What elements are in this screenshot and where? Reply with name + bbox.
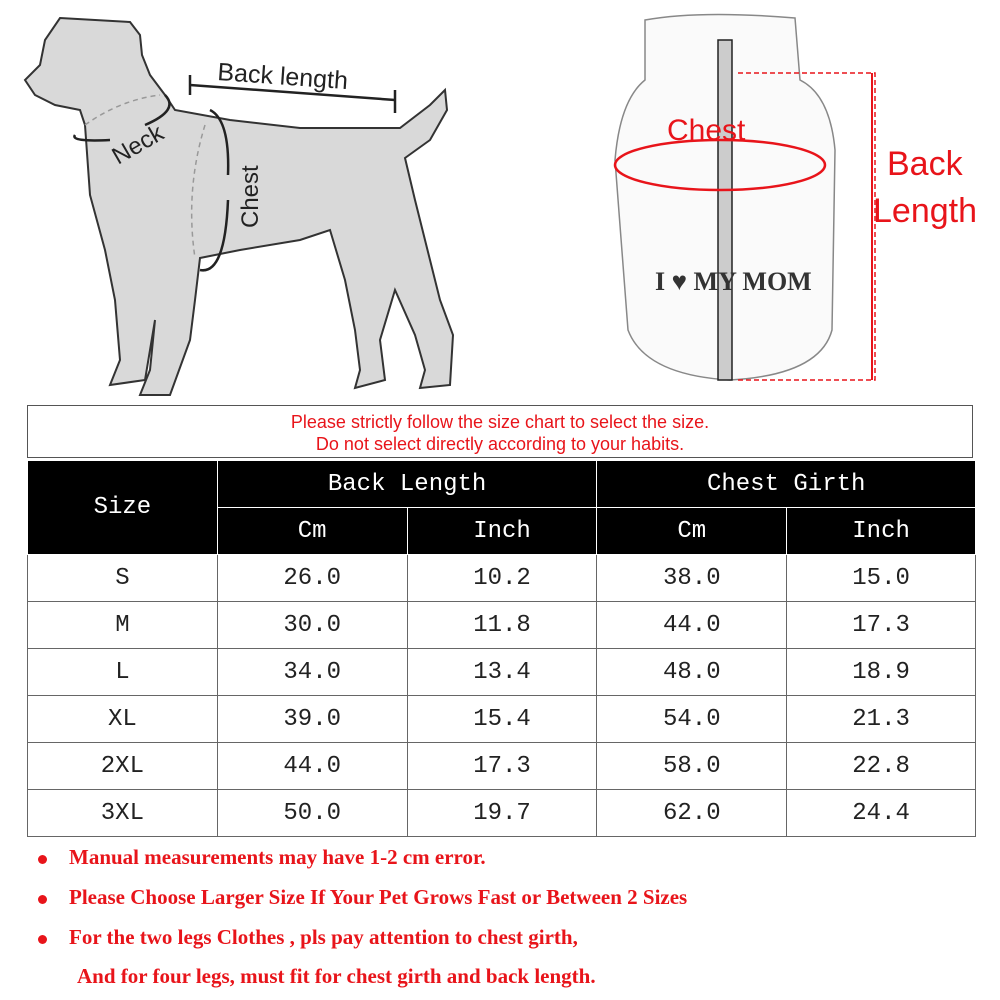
back-length-label: Back length <box>216 58 349 96</box>
size-cell: 2XL <box>28 743 218 790</box>
unit-header: Cm <box>597 508 787 555</box>
bullet-icon <box>38 895 47 904</box>
value-cell: 17.3 <box>407 743 597 790</box>
value-cell: 15.0 <box>787 555 976 602</box>
note-text: Manual measurements may have 1-2 cm error. <box>69 845 486 869</box>
notice-line-1: Please strictly follow the size chart to select the size. <box>290 412 710 432</box>
note-text: For the two legs Clothes , pls pay attention to chest girth, <box>69 925 578 949</box>
size-notice <box>27 405 973 458</box>
value-cell: 30.0 <box>217 602 407 649</box>
table-row <box>28 555 976 602</box>
value-cell: 22.8 <box>787 743 976 790</box>
notice-line-2: Do not select directly according to your habits. <box>315 434 685 454</box>
chest-girth-header: Chest Girth <box>597 461 976 508</box>
dog-measurement-diagram <box>0 0 500 400</box>
value-cell: 10.2 <box>407 555 597 602</box>
size-chart-table <box>27 460 976 837</box>
value-cell: 17.3 <box>787 602 976 649</box>
size-cell: XL <box>28 696 218 743</box>
note-item <box>77 964 596 989</box>
unit-header: Cm <box>217 508 407 555</box>
value-cell: 38.0 <box>597 555 787 602</box>
note-item <box>38 925 578 950</box>
chest-label: Chest <box>237 165 264 228</box>
size-header: Size <box>28 461 218 555</box>
bullet-icon <box>38 855 47 864</box>
value-cell: 11.8 <box>407 602 597 649</box>
value-cell: 62.0 <box>597 790 787 837</box>
value-cell: 48.0 <box>597 649 787 696</box>
unit-header: Inch <box>787 508 976 555</box>
value-cell: 50.0 <box>217 790 407 837</box>
note-item <box>38 885 687 910</box>
size-cell: M <box>28 602 218 649</box>
value-cell: 44.0 <box>597 602 787 649</box>
value-cell: 26.0 <box>217 555 407 602</box>
unit-header: Inch <box>407 508 597 555</box>
size-cell: L <box>28 649 218 696</box>
note-text: And for four legs, must fit for chest girth and back length. <box>77 964 596 988</box>
vest-measurement-diagram <box>600 0 1000 390</box>
vest-back-label: Back <box>887 145 963 183</box>
vest-chest-label: Chest <box>667 114 746 147</box>
table-row <box>28 790 976 837</box>
note-text: Please Choose Larger Size If Your Pet Grows Fast or Between 2 Sizes <box>69 885 688 909</box>
size-cell: S <box>28 555 218 602</box>
value-cell: 58.0 <box>597 743 787 790</box>
value-cell: 34.0 <box>217 649 407 696</box>
value-cell: 21.3 <box>787 696 976 743</box>
vest-length-label: Length <box>873 192 977 230</box>
value-cell: 18.9 <box>787 649 976 696</box>
bullet-icon <box>38 935 47 944</box>
value-cell: 24.4 <box>787 790 976 837</box>
back-length-header: Back Length <box>217 461 597 508</box>
neck-label: Neck <box>107 119 169 171</box>
value-cell: 39.0 <box>217 696 407 743</box>
table-row <box>28 649 976 696</box>
note-item <box>38 845 486 870</box>
vest-print: I ♥ MY MOM <box>655 267 812 296</box>
table-row <box>28 602 976 649</box>
table-row <box>28 743 976 790</box>
value-cell: 54.0 <box>597 696 787 743</box>
value-cell: 15.4 <box>407 696 597 743</box>
value-cell: 19.7 <box>407 790 597 837</box>
size-cell: 3XL <box>28 790 218 837</box>
value-cell: 13.4 <box>407 649 597 696</box>
table-row <box>28 696 976 743</box>
value-cell: 44.0 <box>217 743 407 790</box>
